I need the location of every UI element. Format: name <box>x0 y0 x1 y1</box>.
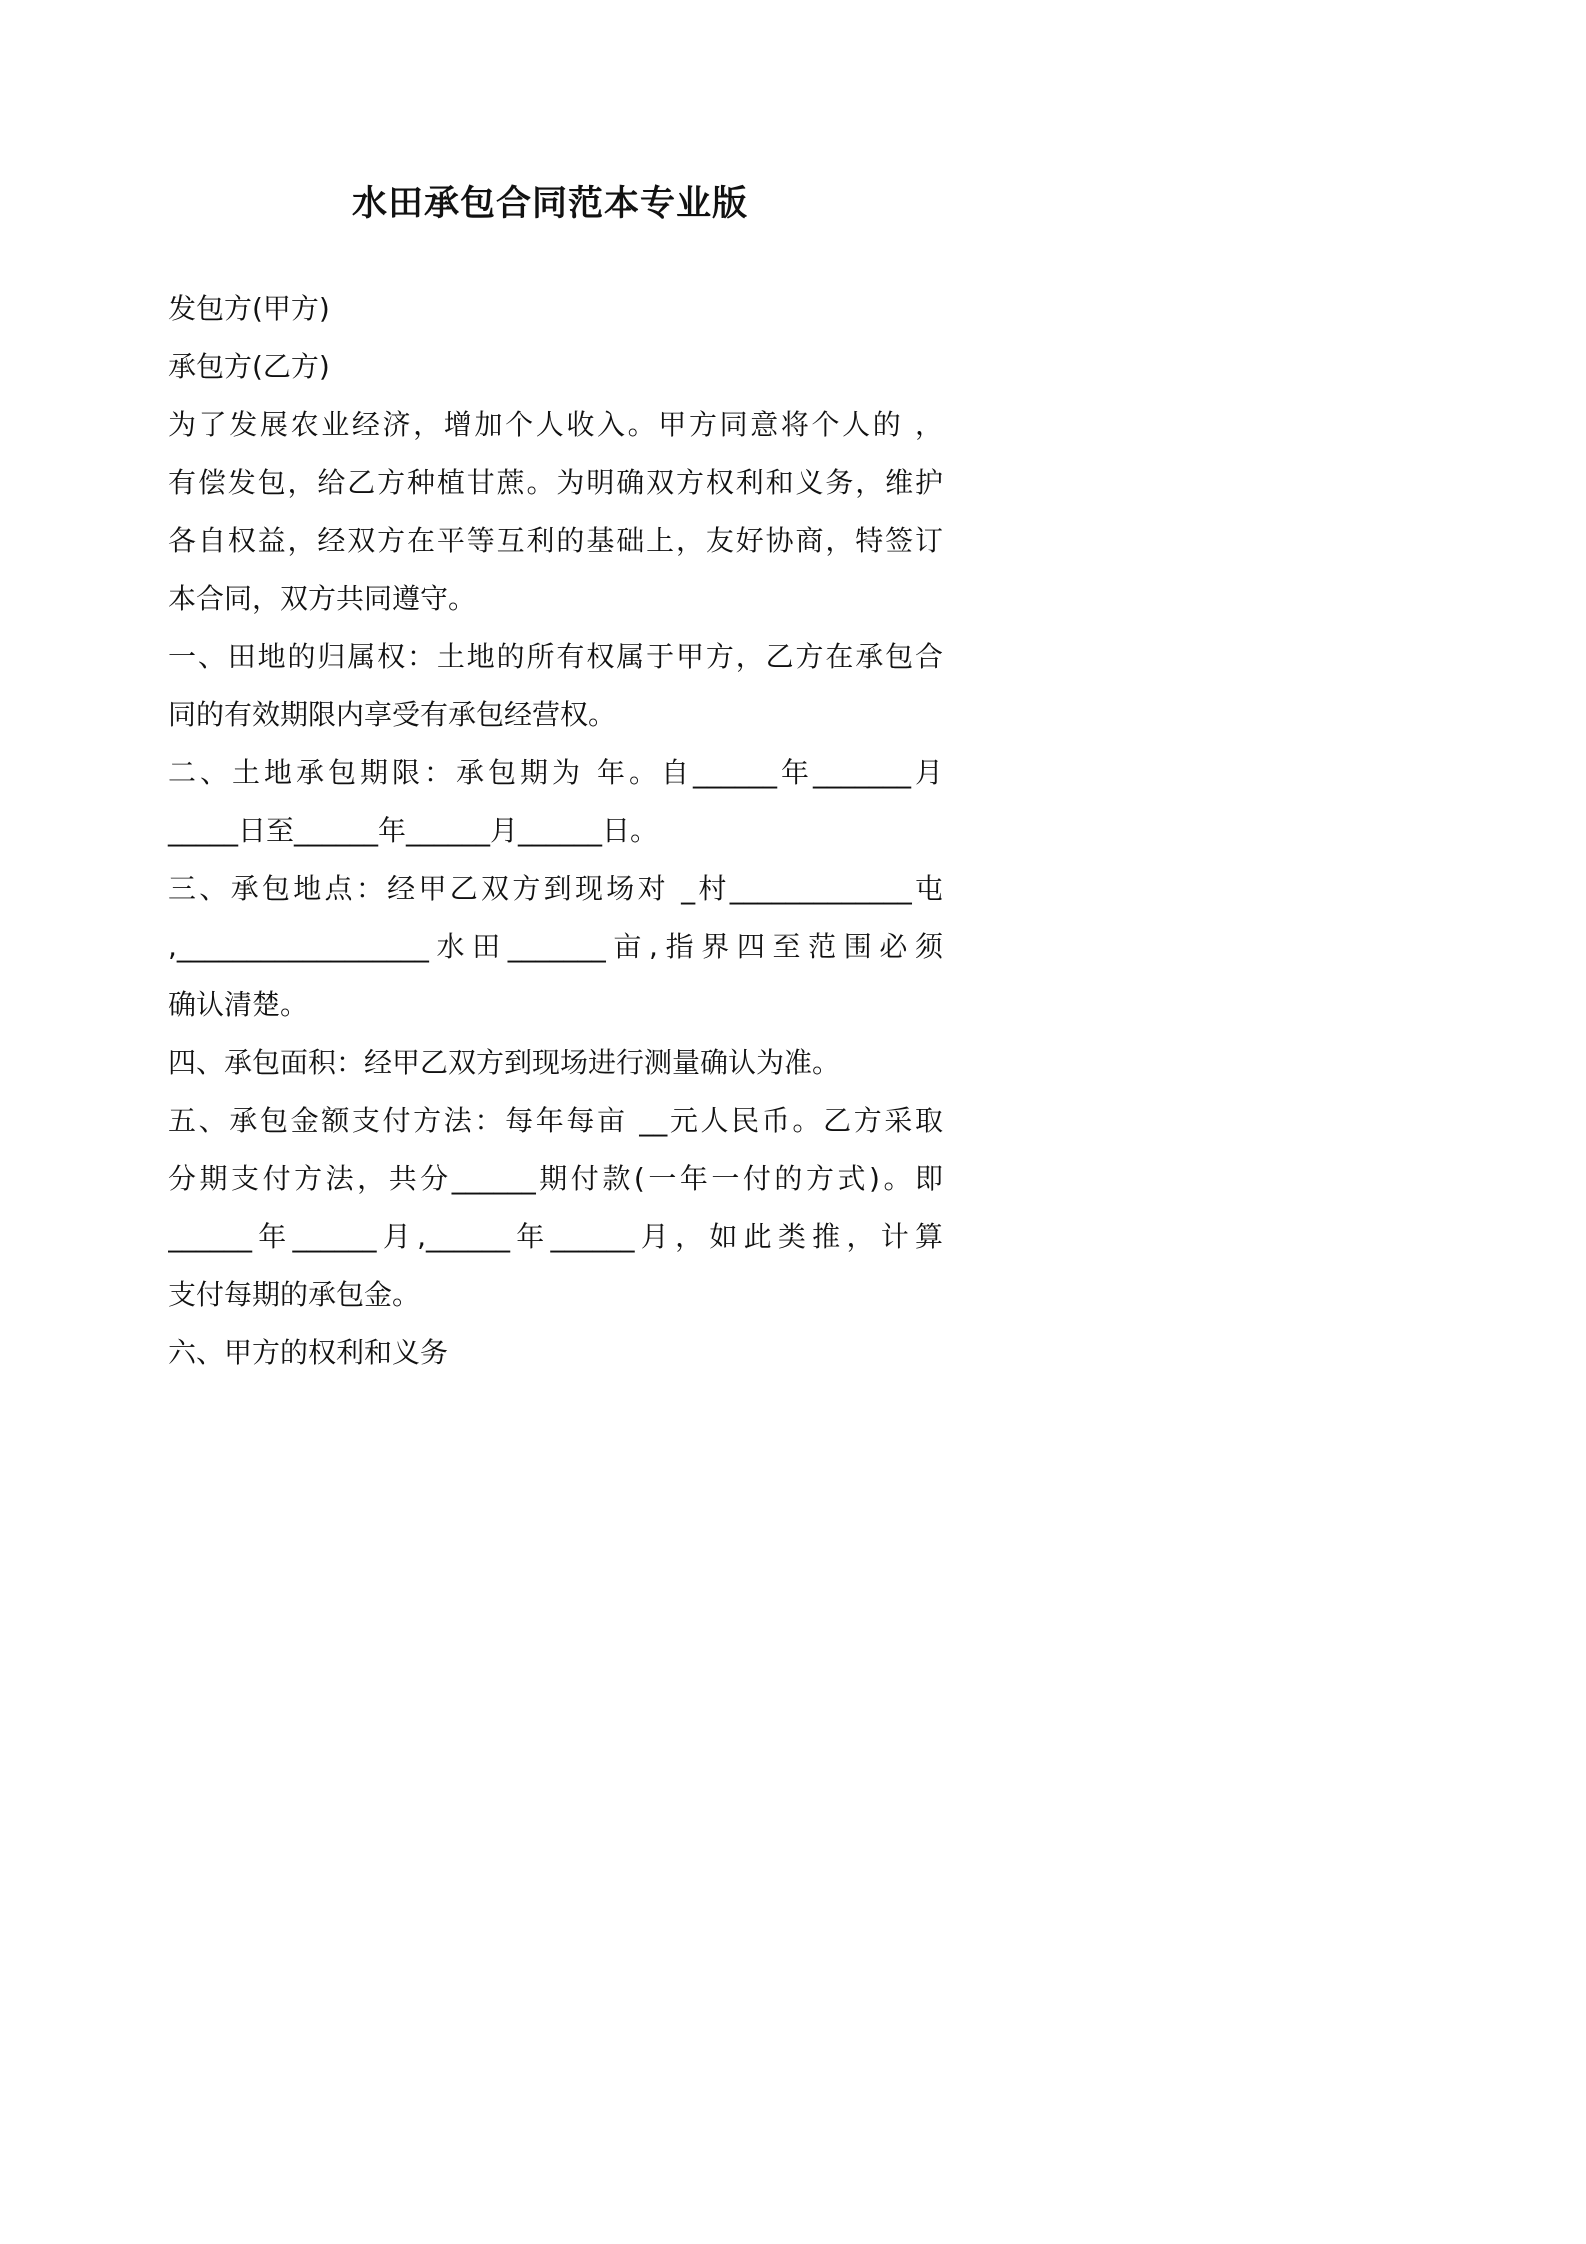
contract-body <box>168 280 943 1382</box>
clause-5-line: ______年______月,______年______月，如此类推，计算 <box>168 1220 943 1253</box>
clause-3-line: ,__________________水田_______亩,指界四至范围必须 <box>168 930 943 963</box>
clause-5-line: 五、承包金额支付方法：每年每亩 __元人民币。乙方采取 <box>168 1104 943 1137</box>
party-b-line: 承包方(乙方) <box>168 350 330 383</box>
clause-4-line: 四、承包面积：经甲乙双方到现场进行测量确认为准。 <box>168 1046 841 1079</box>
contract-page <box>0 0 1100 1556</box>
clause-2-line: _____日至______年______月______日。 <box>168 814 659 847</box>
party-a-line: 发包方(甲方) <box>168 292 330 325</box>
clause-5-line: 分期支付方法，共分______期付款(一年一付的方式)。即 <box>168 1162 943 1195</box>
clause-3-line: 确认清楚。 <box>168 988 309 1021</box>
clause-6-heading: 六、甲方的权利和义务 <box>168 1336 449 1369</box>
preamble-line: 各自权益，经双方在平等互利的基础上，友好协商，特签订 <box>168 524 943 557</box>
clause-1-line: 一、田地的归属权：土地的所有权属于甲方，乙方在承包合 <box>168 640 943 673</box>
clause-1-line: 同的有效期限内享受有承包经营权。 <box>168 698 617 731</box>
preamble-line: 本合同，双方共同遵守。 <box>168 582 477 615</box>
preamble-line: 为了发展农业经济，增加个人收入。甲方同意将个人的 ， <box>168 408 943 441</box>
clause-5-line: 支付每期的承包金。 <box>168 1278 421 1311</box>
clause-3-line: 三、承包地点：经甲乙双方到现场对 _村_____________屯 <box>168 872 943 905</box>
clause-2-line: 二、土地承包期限：承包期为 年。自______年_______月 <box>168 756 943 789</box>
preamble-line: 有偿发包，给乙方种植甘蔗。为明确双方权利和义务，维护 <box>168 466 943 499</box>
document-title: 水田承包合同范本专业版 <box>351 184 748 224</box>
